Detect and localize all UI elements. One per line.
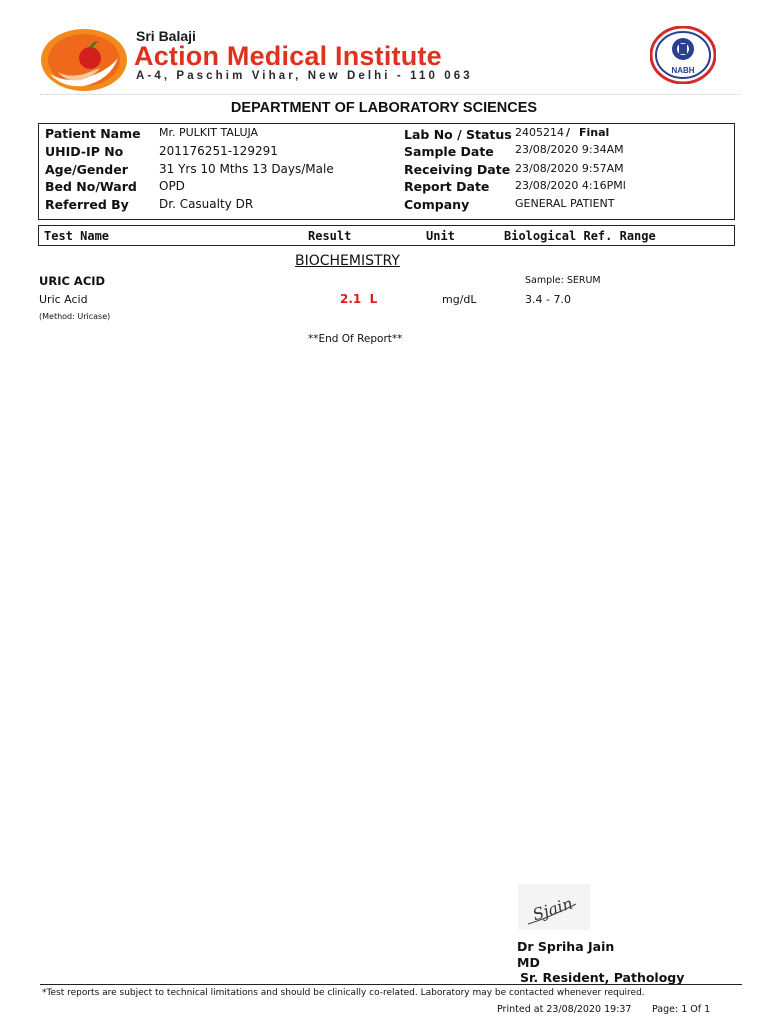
- page-number: Page: 1 Of 1: [652, 1004, 711, 1015]
- brand-address: A-4, Paschim Vihar, New Delhi - 110 063: [136, 70, 473, 82]
- age-gender-value: 31 Yrs 10 Mths 13 Days/Male: [159, 162, 334, 176]
- bed-ward-label: Bed No/Ward: [45, 179, 137, 194]
- lab-status-value: Final: [579, 126, 610, 139]
- lab-status-separator: /: [566, 126, 571, 139]
- age-gender-label: Age/Gender: [45, 162, 128, 177]
- footer-disclaimer: *Test reports are subject to technical limitations and should be clinically co-related. Laboratory may be contacted whenever required.: [42, 988, 645, 998]
- test-row-name: Uric Acid: [39, 293, 88, 306]
- col-result: Result: [308, 229, 352, 243]
- lab-no-label: Lab No / Status: [404, 127, 512, 142]
- section-title: BIOCHEMISTRY: [295, 253, 400, 269]
- signature-image: [518, 884, 590, 930]
- report-date-label: Report Date: [404, 179, 490, 194]
- test-group-title: URIC ACID: [39, 274, 106, 288]
- department-title: DEPARTMENT OF LABORATORY SCIENCES: [230, 100, 538, 116]
- col-test-name: Test Name: [44, 229, 110, 243]
- svg-text:Sjain: Sjain: [530, 893, 576, 925]
- nabh-seal-icon: [650, 26, 716, 84]
- brand-subtitle: Sri Balaji: [136, 28, 196, 44]
- end-of-report: **End Of Report**: [308, 333, 403, 345]
- col-ref-range: Biological Ref. Range: [504, 229, 656, 243]
- patient-info-box: [38, 123, 735, 220]
- svg-text:NABH: NABH: [671, 66, 695, 75]
- referred-by-label: Referred By: [45, 197, 129, 212]
- report-date-value: 23/08/2020 4:16PMl: [515, 179, 626, 192]
- brand-title: Action Medical Institute: [134, 41, 442, 71]
- patient-name-label: Patient Name: [45, 126, 141, 141]
- test-row-result: 2.1 L: [340, 292, 378, 306]
- sample-type: Sample: SERUM: [525, 275, 601, 286]
- footer-divider: [40, 984, 742, 985]
- patient-name-value: Mr. PULKIT TALUJA: [159, 126, 259, 139]
- sample-date-value: 23/08/2020 9:34AM: [515, 143, 624, 156]
- receiving-date-value: 23/08/2020 9:57AM: [515, 162, 624, 175]
- doctor-degree: MD: [517, 955, 540, 970]
- company-label: Company: [404, 197, 470, 212]
- sample-date-label: Sample Date: [404, 144, 494, 159]
- uhid-label: UHID-IP No: [45, 144, 124, 159]
- company-value: GENERAL PATIENT: [515, 197, 615, 210]
- test-row-ref-range: 3.4 - 7.0: [525, 293, 571, 306]
- lab-no-value: 2405214: [515, 126, 564, 139]
- receiving-date-label: Receiving Date: [404, 162, 511, 177]
- referred-by-value: Dr. Casualty DR: [159, 197, 254, 211]
- header-divider: [40, 94, 740, 95]
- test-method: (Method: Uricase): [39, 312, 111, 321]
- bed-ward-value: OPD: [159, 179, 185, 193]
- doctor-name: Dr Spriha Jain: [517, 939, 615, 954]
- doctor-designation: Sr. Resident, Pathology: [520, 970, 685, 985]
- test-row-unit: mg/dL: [442, 293, 477, 306]
- test-table-header: [38, 225, 735, 246]
- col-unit: Unit: [426, 229, 455, 243]
- hospital-logo-icon: [40, 28, 128, 92]
- uhid-value: 201176251-129291: [159, 144, 278, 158]
- printed-timestamp: Printed at 23/08/2020 19:37: [497, 1004, 632, 1015]
